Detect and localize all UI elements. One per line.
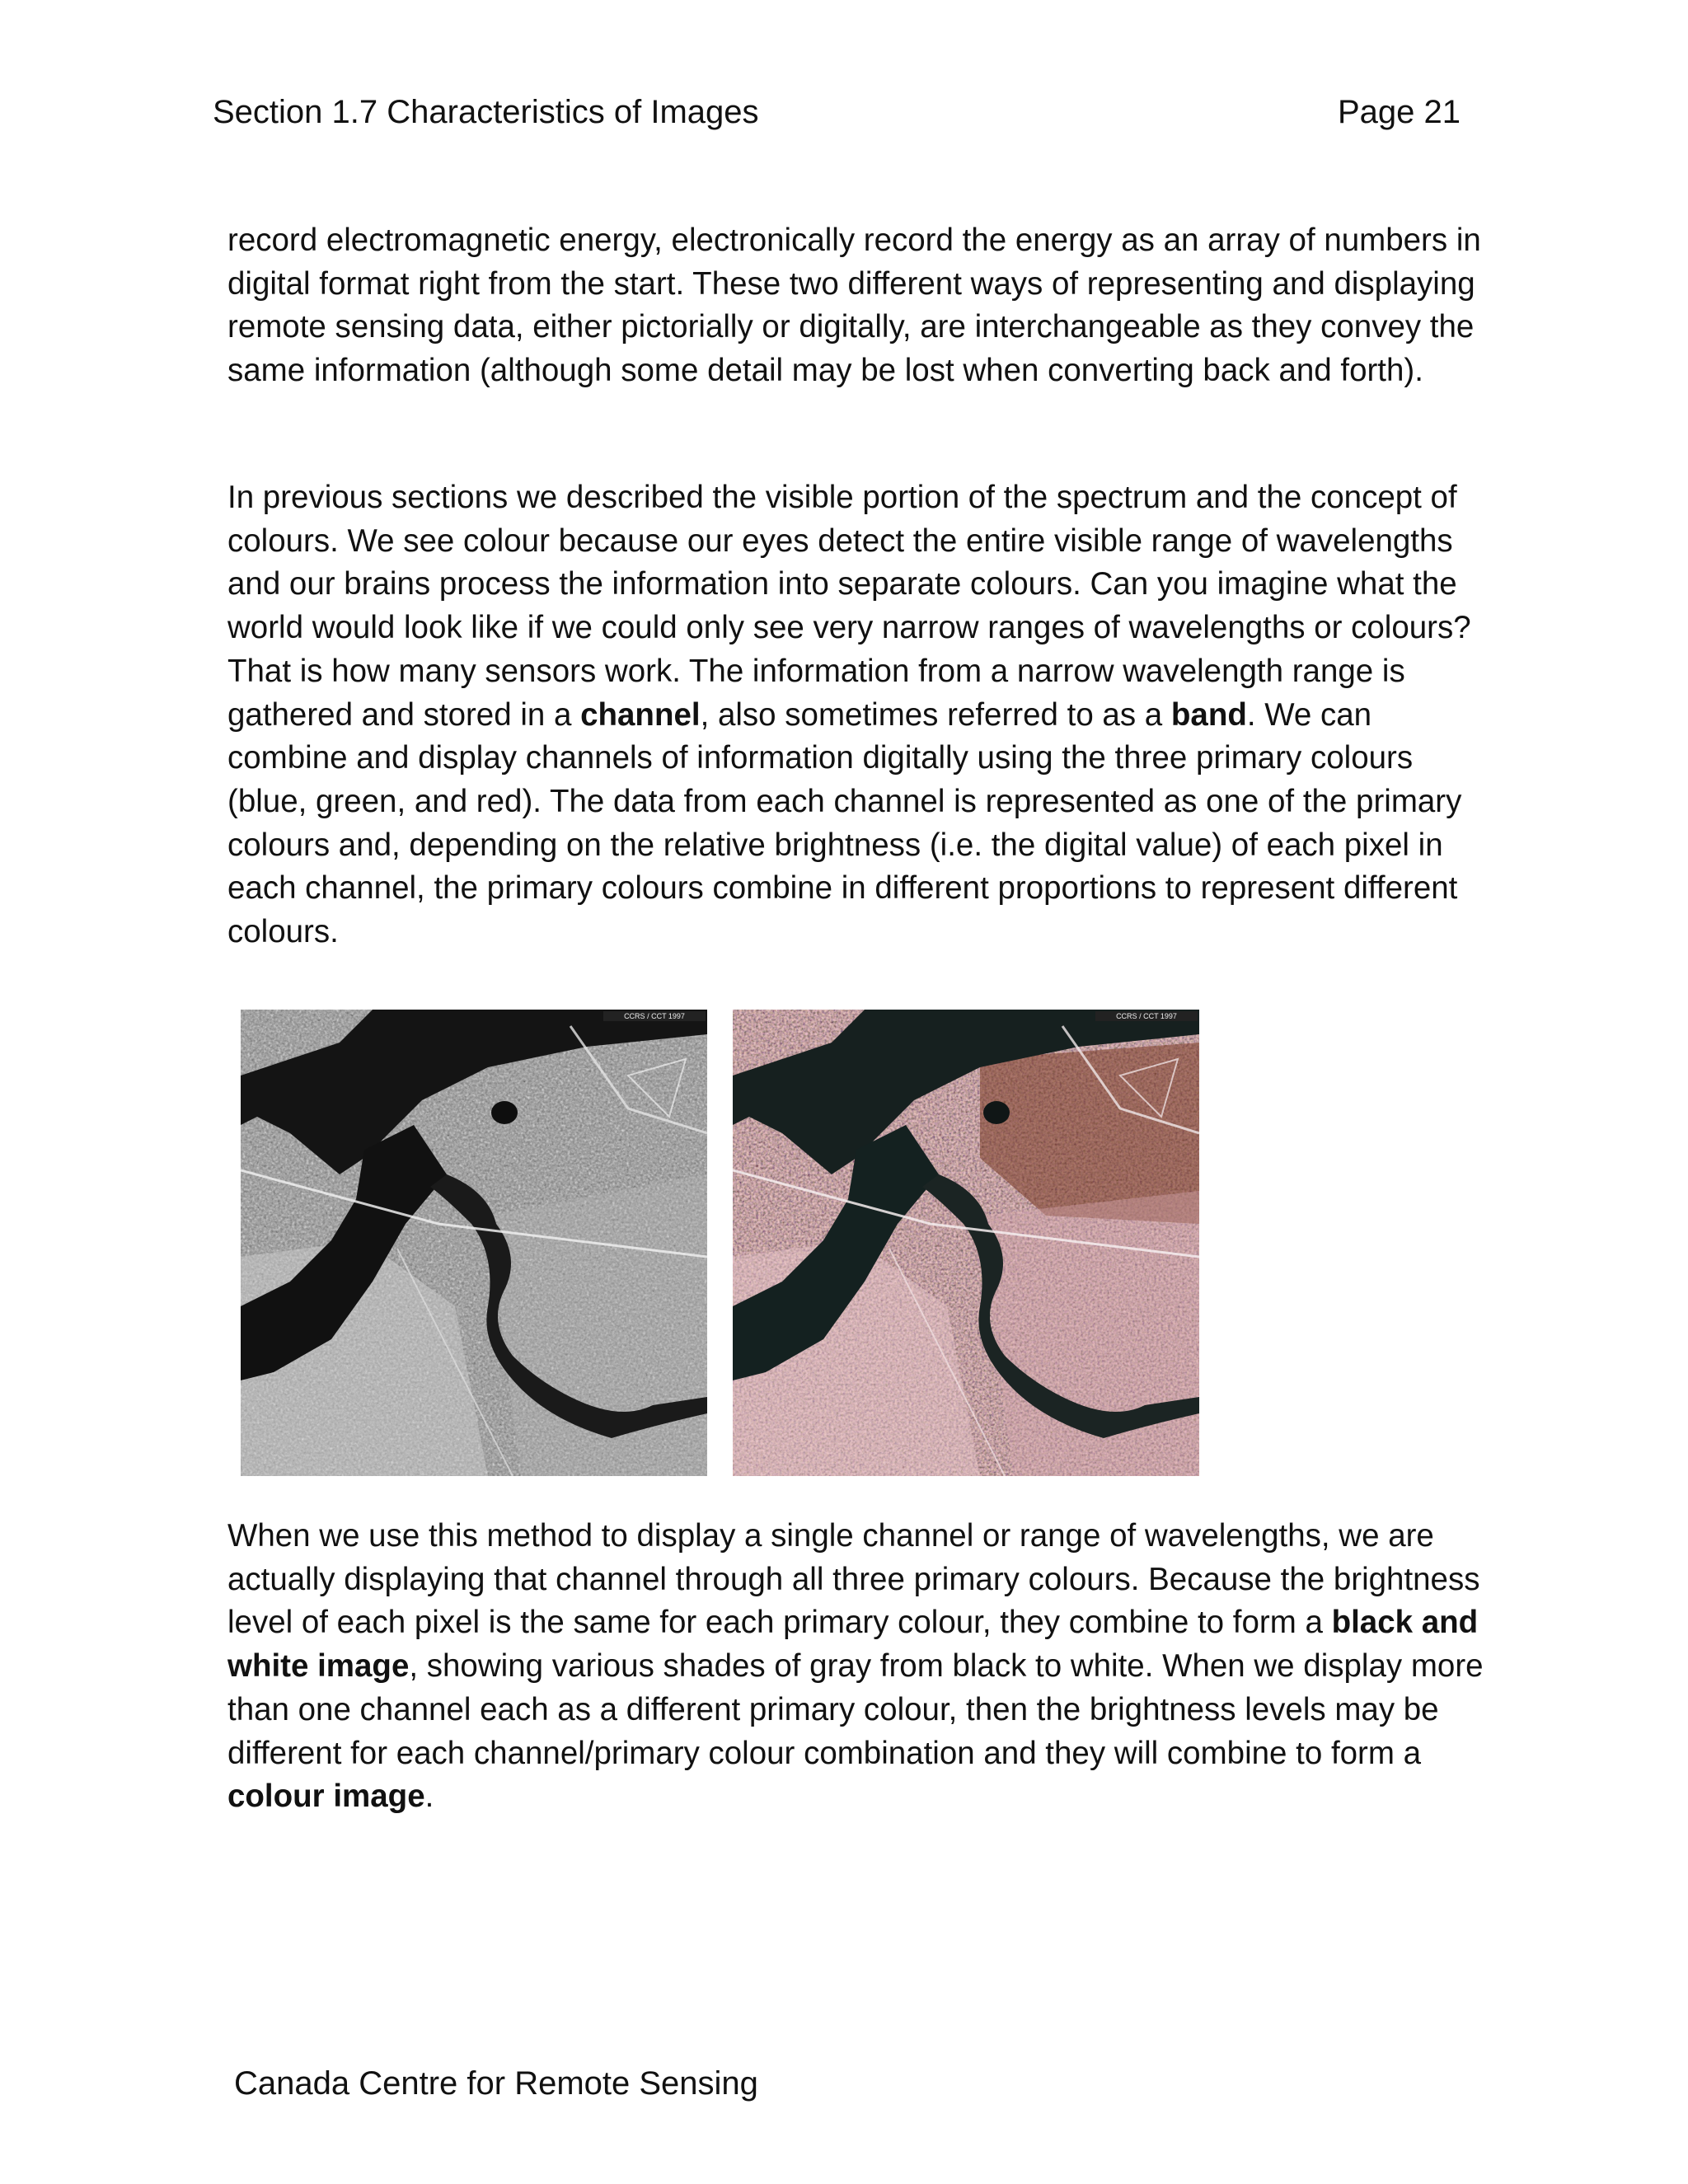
paragraph-channels	[227, 476, 1489, 954]
image-credit-left: CCRS / CCT 1997	[624, 1012, 685, 1020]
paragraph-text: record electromagnetic energy, electronically record the energy as an array of numbers in digital format right from the start. These two different ways of representing and displaying remote sensing data, either pictorially or digitally, are interchangeable as they convey the same information (although some detail may be lost when converting back and forth).	[227, 223, 1481, 389]
page-number: Page 21	[1337, 94, 1461, 130]
colour-satellite-image	[733, 1010, 1199, 1476]
image-credit-right: CCRS / CCT 1997	[1116, 1012, 1177, 1020]
paragraph-digital-recording	[227, 219, 1489, 393]
section-title: Section 1.7 Characteristics of Images	[213, 94, 759, 130]
paragraph-text: , showing various shades of gray from black to white. When we display more than one channel each as a different primary colour, then the brightness levels may be different for each channel/primary colour combination and they will combine to form a	[227, 1648, 1484, 1771]
term-colour-image: colour image	[227, 1779, 425, 1815]
term-band: band	[1170, 696, 1247, 733]
black-and-white-satellite-image	[241, 1010, 707, 1476]
paragraph-text: . We can combine and display channels of information digitally using the three primary colours (blue, green, and red). The data from each channel is represented as one of the primary colours and, depending on the relative brightness (i.e. the digital value) of each pixel in each channel, the primary colours combine in different proportions to represent different colours.	[227, 696, 1462, 950]
paragraph-text: .	[424, 1779, 434, 1815]
term-channel: channel	[580, 696, 701, 733]
paragraph-image-types	[227, 1515, 1489, 1819]
term-black-and-white-image: black and white image	[227, 1605, 1479, 1685]
paragraph-text: , also sometimes referred to as a	[700, 696, 1171, 733]
paragraph-text: When we use this method to display a single channel or range of wavelengths, we are actually displaying that channel through all three primary colours. Because the brightness level of each pixel is the same for each primary colour, they combine to form a	[227, 1518, 1480, 1641]
footer-organization: Canada Centre for Remote Sensing	[234, 2065, 758, 2102]
paragraph-text: In previous sections we described the visible portion of the spectrum and the concept of colours. We see colour because our eyes detect the entire visible range of wavelengths and our brains process the information into separate colours. Can you imagine what the world would look like if we could only see very narrow ranges of wavelengths or colours? That is how many sensors work. The information from a narrow wavelength range is gathered and stored in a	[227, 480, 1471, 733]
